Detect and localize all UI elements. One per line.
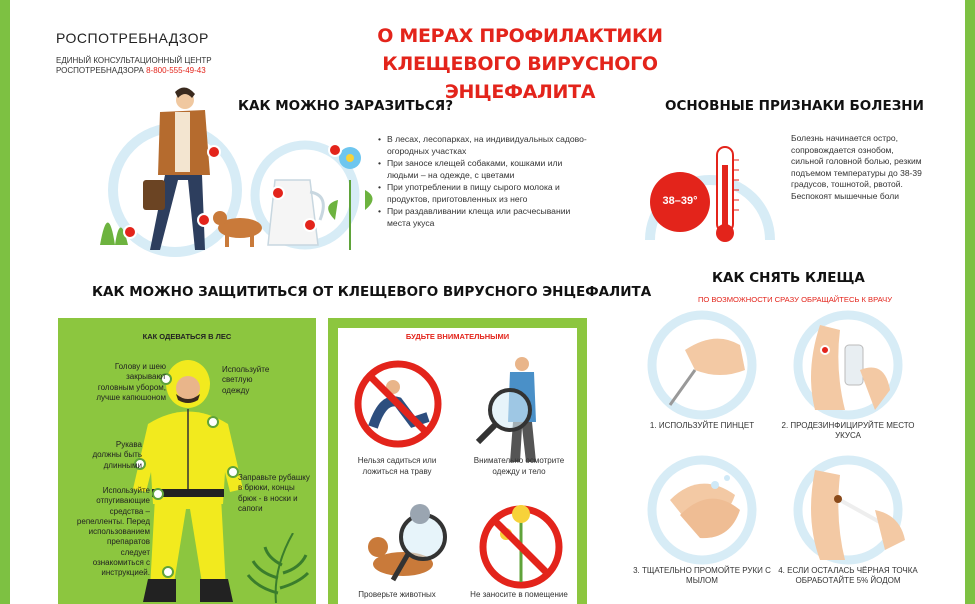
remove-subtitle: ПО ВОЗМОЖНОСТИ СРАЗУ ОБРАЩАЙТЕСЬ К ВРАЧУ	[697, 295, 893, 304]
list-item: • В лесах, лесопарках, на индивидуальных садово-огородных участках	[378, 134, 593, 157]
list-item: • При раздавливании клеща или расчесывании места укуса	[378, 206, 593, 229]
list-item: • При употреблении в пищу сырого молока и продуктов, приготовленных из него	[378, 182, 593, 205]
infection-list	[378, 134, 593, 230]
tweezers-hand-icon	[670, 339, 745, 405]
remove-step-1: 1. ИСПОЛЬЗУЙТЕ ПИНЦЕТ	[649, 421, 755, 430]
no-sit-text: Нельзя садиться или ложиться на траву	[357, 456, 437, 476]
page-title: О МЕРАХ ПРОФИЛАКТИКИ КЛЕЩЕВОГО ВИРУСНОГО ЭНЦЕФАЛИТА	[377, 25, 663, 103]
thermometer-illustration	[635, 125, 785, 250]
protect-heading: КАК МОЖНО ЗАЩИТИТЬСЯ ОТ КЛЕЩЕВОГО ВИРУСНОГО ЭНЦЕФАЛИТА	[92, 284, 652, 300]
inspect-clothes-icon	[478, 357, 536, 462]
disinfect-hand-icon	[811, 325, 890, 410]
dress-sleeves-text: Рукава должны быть длинными	[92, 440, 142, 470]
infection-heading: КАК МОЖНО ЗАРАЗИТЬСЯ?	[238, 98, 454, 114]
attention-title: БУДЬТЕ ВНИМАТЕЛЬНЫМИ	[405, 332, 510, 341]
wash-hands-icon	[670, 475, 740, 538]
attention-panel-inner	[338, 328, 577, 604]
poster	[10, 0, 965, 604]
org-name: РОСПОТРЕБНАДЗОР	[56, 30, 209, 46]
fever-temperature: 38–39°	[662, 195, 698, 207]
remove-heading: КАК СНЯТЬ КЛЕЩА	[712, 270, 865, 286]
dress-panel	[58, 318, 316, 604]
org-block	[56, 30, 212, 76]
remove-steps-illustration	[645, 310, 945, 580]
infection-illustration	[80, 80, 380, 260]
org-subtitle: ЕДИНЫЙ КОНСУЛЬТАЦИОННЫЙ ЦЕНТР РОСПОТРЕБНАДЗОРА 8-800-555-49-43	[56, 56, 212, 75]
pets-text: Проверьте животных	[358, 590, 436, 599]
flowers-text: Не заносите в помещение	[470, 590, 568, 599]
tick-marker-icon	[821, 346, 829, 354]
remove-step-4: 4. ЕСЛИ ОСТАЛАСЬ ЧЁРНАЯ ТОЧКА ОБРАБОТАЙТЕ 5% ЙОДОМ	[778, 566, 918, 585]
dress-title: КАК ОДЕВАТЬСЯ В ЛЕС	[142, 332, 232, 341]
symptoms-text: Болезнь начинается остро, сопровождается ознобом, сильной головной болью, резким подъемом температуры до 38-39 градусов, тошнотой, рвотой. Беспокоят мышечные боли	[791, 133, 922, 201]
fern-icon	[238, 533, 313, 603]
list-item: • При заносе клещей собаками, кошками или людьми – на одежде, с цветами	[378, 158, 593, 181]
inspect-text: Внимательно осмотрите одежду и тело	[473, 456, 565, 476]
attention-panel	[328, 318, 587, 604]
remove-step-3: 3. ТЩАТЕЛЬНО ПРОМОЙТЕ РУКИ С МЫЛОМ	[633, 566, 771, 585]
dress-repellents-text: Используйте отпугивающие средства – репелленты. Перед использованием препаратов следует ознакомиться с инструкцией.	[76, 486, 150, 578]
no-sitting-icon	[358, 364, 438, 444]
dog-icon	[213, 211, 262, 247]
dress-tuck-text: Заправьте рубашку в брюки, концы брюк - в носки и сапоги	[238, 473, 310, 513]
org-phone: 8-800-555-49-43	[146, 66, 206, 75]
inspect-pet-icon	[368, 504, 445, 580]
no-flowers-icon	[483, 505, 559, 585]
thermometer-icon	[716, 147, 739, 242]
dress-head-text: Голову и шею закрывают головным убором, лучше капюшоном	[96, 362, 166, 402]
dress-light-text: Используйте светлую одежду	[222, 365, 270, 395]
remove-step-2: 2. ПРОДЕЗИНФИЦИРУЙТЕ МЕСТО УКУСА	[781, 421, 915, 440]
symptoms-heading: ОСНОВНЫЕ ПРИЗНАКИ БОЛЕЗНИ	[665, 98, 924, 114]
